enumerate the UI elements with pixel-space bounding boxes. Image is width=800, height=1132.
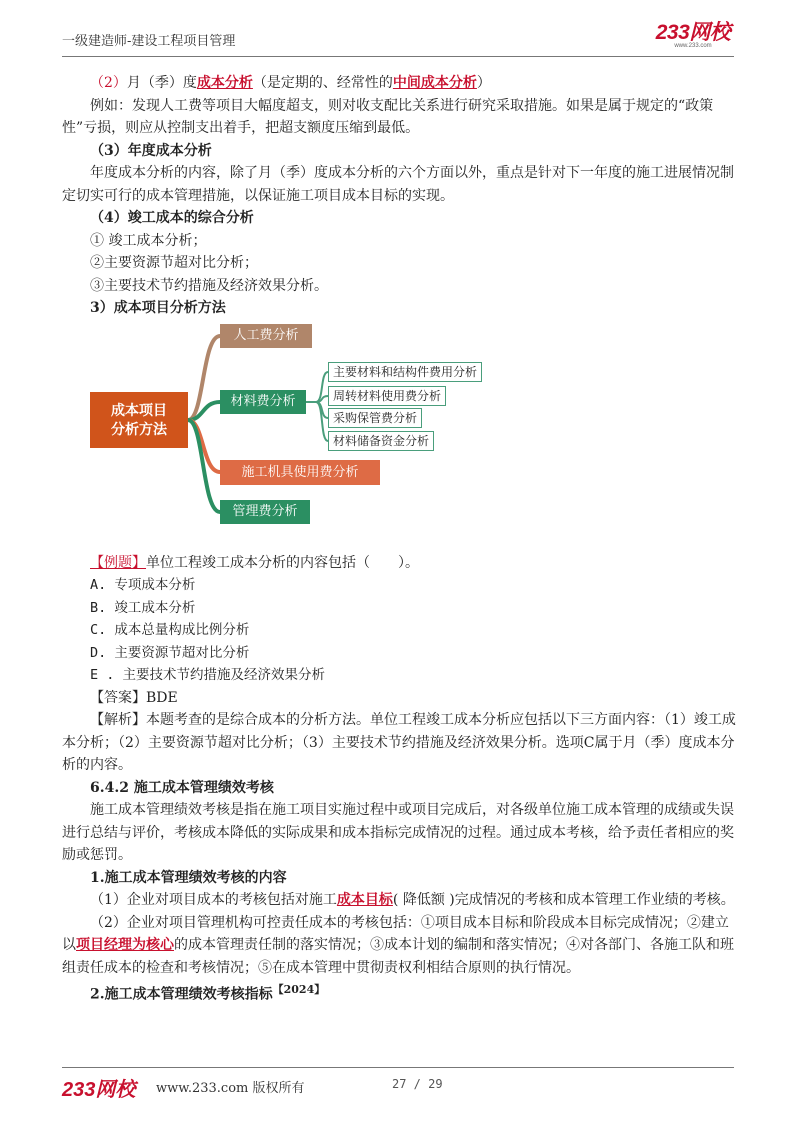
footer-logo: 233网校 — [62, 1079, 136, 1101]
leaf-procurement: 采购保管费分析 — [328, 408, 422, 428]
footer-rule — [62, 1067, 734, 1068]
s2-prefix: 月（季）度 — [126, 75, 197, 91]
p2-post: 的成本管理责任制的落实情况；③成本计划的编制和落实情况；④对各部门、各施工队和班组责任成本的检查和考核情况；⑤在成本管理中贯彻责权利相结合原则的执行情况。 — [62, 937, 734, 976]
document-body — [62, 72, 738, 1006]
header-title: 一级建造师-建设工程项目管理 — [62, 34, 236, 49]
footer-copyright: www.233.com 版权所有 — [156, 1081, 305, 1096]
answer: 【答案】BDE — [90, 689, 178, 706]
section-642-title: 6.4.2 施工成本管理绩效考核 — [90, 779, 274, 796]
logo-url: www.233.com — [674, 43, 712, 49]
option-b: B. 竣工成本分析 — [90, 599, 196, 616]
option-a: A. 专项成本分析 — [90, 577, 196, 593]
term-cost-target: 成本目标 — [336, 892, 393, 908]
p1-post: ( 降低额 )完成情况的考核和成本管理工作业绩的考核。 — [392, 892, 735, 908]
leaf-main-materials: 主要材料和结构件费用分析 — [328, 362, 482, 382]
p1-pre: （1）企业对项目成本的考核包括对施工 — [90, 892, 337, 908]
brand-logo — [648, 22, 738, 49]
option-c: C. 成本总量构成比例分析 — [90, 622, 250, 638]
mindmap — [62, 324, 738, 546]
section-642-text: 施工成本管理绩效考核是指在施工项目实施过程中或项目完成后，对各级单位施工成本管理的成绩或失误进行总结与评价，考核成本降低的实际成果和成本指标完成情况的过程。通过成本考核，给予责任者相应的奖励或惩罚。 — [62, 802, 734, 863]
s4-item-2: ②主要资源节超对比分析； — [90, 255, 258, 271]
s3-title: （3）年度成本分析 — [90, 142, 212, 159]
header-rule — [62, 56, 734, 57]
sub1-p1 — [62, 889, 738, 912]
example-label: 【例题】 — [90, 554, 146, 571]
leaf-reserve-funds: 材料储备资金分析 — [328, 431, 434, 451]
s2-num: （2） — [90, 75, 127, 91]
s4-title: （4）竣工成本的综合分析 — [90, 210, 254, 226]
s2-heading — [62, 72, 738, 95]
sub1-title: 1.施工成本管理绩效考核的内容 — [90, 869, 287, 886]
option-e: E . 主要技术节约措施及经济效果分析 — [90, 667, 326, 683]
s2-example: 例如：发现人工费等项目大幅度超支，则对收支配比关系进行研究采取措施。如果是属于规定的“政策性”亏损，则应从控制支出着手，把超支额度压缩到最低。 — [62, 97, 714, 136]
s3-text: 年度成本分析的内容，除了月（季）度成本分析的六个方面以外，重点是针对下一年度的施工进展情况制定切实可行的成本管理措施，以保证施工项目成本目标的实现。 — [62, 165, 734, 204]
example-question — [62, 552, 738, 575]
s2-mid: （是定期的、经常性的 — [252, 75, 393, 91]
s2-term-cost-analysis: 成本分析 — [196, 75, 253, 91]
branch-machinery: 施工机具使用费分析 — [220, 460, 380, 485]
analysis: 【解析】本题考查的是综合成本的分析方法。单位工程竣工成本分析应包括以下三方面内容：（1）竣工成本分析；（2）主要资源节超对比分析；（3）主要技术节约措施及经济效果分析。选项C属于月（季）度成本分析的内容。 — [62, 712, 736, 773]
term-pm-core: 项目经理为核心 — [76, 937, 174, 953]
leaf-turnover-materials: 周转材料使用费分析 — [328, 386, 446, 406]
sub2-text: 2.施工成本管理绩效考核指标 — [90, 986, 273, 1003]
year-tag: 【2024】 — [272, 983, 326, 996]
s2-suffix: ） — [476, 75, 491, 91]
methods-title: 3）成本项目分析方法 — [90, 300, 226, 316]
s4-item-3: ③主要技术节约措施及经济效果分析。 — [90, 277, 328, 294]
root-line-2: 分析方法 — [111, 420, 167, 437]
s2-term-mid-analysis: 中间成本分析 — [392, 75, 477, 91]
example-question-text: 单位工程竣工成本分析的内容包括（ ）。 — [146, 554, 419, 571]
branch-management: 管理费分析 — [220, 500, 310, 524]
p2-pre: （2）企业对项目管理机构可控责任成本的考核包括：①项目成本目标和阶段成本目标完成情况；②建立以 — [62, 914, 729, 953]
s4-item-1: ① 竣工成本分析； — [90, 232, 207, 249]
sub2-title — [62, 979, 738, 1006]
mindmap-root — [90, 392, 188, 448]
branch-labor: 人工费分析 — [220, 324, 312, 348]
logo-text: 233网校 — [655, 21, 731, 44]
root-line-1: 成本项目 — [111, 401, 167, 418]
page-number: 27 / 29 — [392, 1077, 443, 1091]
sub1-p2 — [62, 912, 738, 980]
branch-material: 材料费分析 — [220, 390, 306, 414]
option-d: D. 主要资源节超对比分析 — [90, 644, 250, 661]
